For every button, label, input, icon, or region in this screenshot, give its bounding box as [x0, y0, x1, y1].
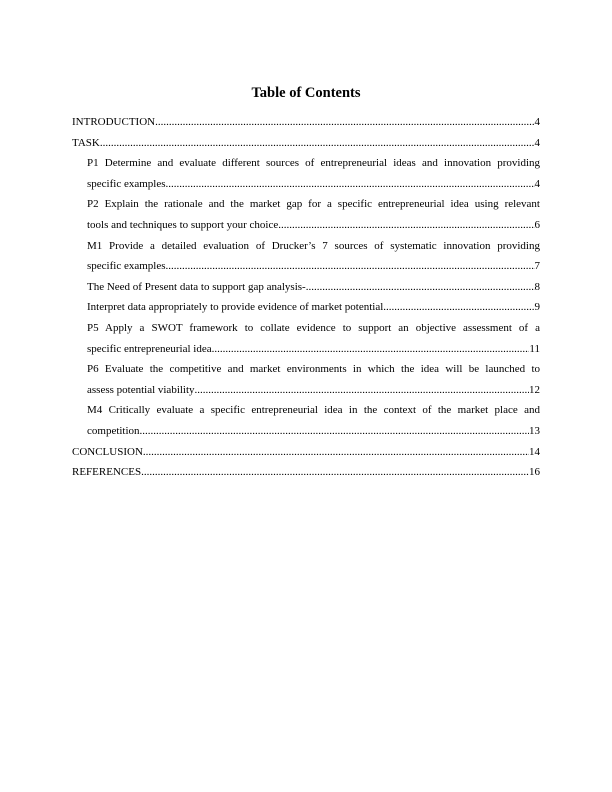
toc-entry-text: competition.	[87, 424, 143, 437]
toc-entry-first-line: P2 Explain the rationale and the market gap for a specific entrepreneurial idea using relevant	[87, 198, 540, 211]
toc-page-number: 4	[534, 116, 540, 128]
toc-entry-m1[interactable]	[72, 236, 540, 277]
dot-leader	[278, 215, 534, 236]
toc-entry-text: assess potential viability	[87, 383, 195, 396]
toc-entry-text: INTRODUCTION	[72, 116, 156, 128]
toc-page-number: 4	[534, 177, 540, 190]
dot-leader	[166, 256, 535, 277]
toc-page-number: 7	[534, 260, 540, 273]
toc-entry-interpret-data[interactable]	[72, 297, 540, 318]
toc-entry-p6[interactable]	[72, 359, 540, 400]
dot-leader	[155, 112, 534, 133]
toc-page-number: 16	[529, 466, 540, 479]
toc-entry-conclusion[interactable]	[72, 442, 540, 463]
dot-leader	[306, 277, 535, 298]
dot-leader	[383, 297, 534, 318]
toc-entry-present-data[interactable]	[72, 277, 540, 298]
toc-entry-text: specific examples	[87, 177, 166, 190]
toc-entry-text: The Need of Present data to support gap analysis-	[87, 280, 306, 293]
toc-title: Table of Contents	[251, 85, 361, 101]
toc-entry-p2[interactable]	[72, 194, 540, 235]
toc-page-number: 9	[534, 301, 540, 314]
toc-entry-first-line: P6 Evaluate the competitive and market environments in which the idea will be launched to	[87, 363, 540, 376]
dot-leader	[195, 380, 529, 401]
dot-leader	[141, 462, 529, 483]
toc-entry-text: Interpret data appropriately to provide evidence of market potential	[87, 301, 384, 314]
toc-entry-p5[interactable]	[72, 318, 540, 359]
toc-page-number: 8	[534, 280, 540, 293]
toc-entry-p1[interactable]	[72, 153, 540, 194]
toc-page-number: 11	[529, 342, 540, 355]
toc-entry-text: TASK	[72, 136, 100, 149]
toc-page-number: 6	[534, 218, 540, 231]
toc-entry-references[interactable]	[72, 462, 540, 483]
table-of-contents	[72, 112, 540, 483]
toc-entry-text: specific entrepreneurial idea	[87, 342, 212, 355]
toc-page-number: 14	[529, 445, 540, 458]
toc-entry-first-line: M1 Provide a detailed evaluation of Drucker’s 7 sources of systematic innovation providing	[87, 239, 540, 252]
toc-page-number: 13	[529, 424, 540, 437]
toc-entry-text: tools and techniques to support your choice	[87, 218, 279, 231]
dot-leader	[212, 339, 530, 360]
toc-entry-first-line: P5 Apply a SWOT framework to collate evidence to support an objective assessment of a	[87, 321, 540, 334]
toc-entry-text: CONCLUSION	[72, 445, 143, 458]
toc-entry-m4[interactable]	[72, 400, 540, 441]
toc-page-number: 4	[534, 136, 540, 149]
dot-leader	[142, 421, 529, 442]
toc-entry-first-line: P1 Determine and evaluate different sources of entrepreneurial ideas and innovation providing	[87, 157, 540, 170]
toc-entry-text: specific examples	[87, 260, 166, 273]
toc-entry-introduction[interactable]	[72, 112, 540, 133]
toc-entry-text: REFERENCES	[72, 466, 142, 479]
dot-leader	[143, 442, 529, 463]
dot-leader	[166, 174, 535, 195]
dot-leader	[100, 133, 535, 154]
toc-entry-first-line: M4 Critically evaluate a specific entrepreneurial idea in the context of the market place and	[87, 404, 540, 417]
toc-entry-task[interactable]	[72, 133, 540, 154]
toc-page-number: 12	[529, 383, 540, 396]
